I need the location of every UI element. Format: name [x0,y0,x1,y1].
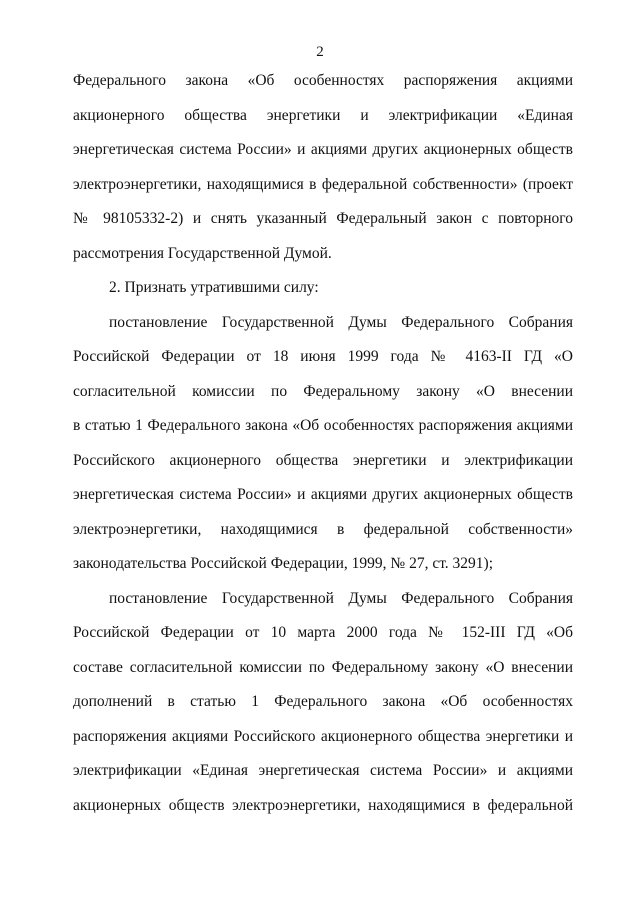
text-line: Российского акционерного общества энергетики и электрификации [73,451,573,469]
text-line: согласительной комиссии по Федеральному закону «О внесении [73,382,573,400]
text-line: № 98105332-2) и снять указанный Федеральный закон с повторного [73,210,573,227]
paragraph-resolution-2 [73,582,573,824]
paragraph-continuation [73,64,573,271]
text-line: энергетическая система России» и акциями других акционерных обществ [73,141,573,158]
page-number: 2 [316,44,324,60]
text-line: дополнений в статью 1 Федерального закона «Об особенностях [73,693,573,710]
document-body [73,64,573,823]
text-line: акционерных обществ электроэнергетики, находящимися в федеральной [73,796,573,814]
text-line: составе согласительной комиссии по Федеральному закону «О внесении [73,658,573,676]
text-line: электроэнергетики, находящимися в федеральной собственности» [73,520,573,538]
text-line: распоряжения акциями Российского акционерного общества энергетики и [73,727,573,745]
paragraph-resolution-1 [73,306,573,582]
paragraph-item-2 [73,271,573,306]
text-line: Российской Федерации от 10 марта 2000 года № 152-III ГД «Об [73,624,573,641]
text-line: рассмотрения Государственной Думой. [73,244,332,262]
text-line: акционерного общества энергетики и электрификации «Единая [73,106,573,124]
text-line: 2. Признать утратившими силу: [109,279,319,296]
text-line: Федерального закона «Об особенностях распоряжения акциями [73,72,573,89]
text-line: постановление Государственной Думы Федерального Собрания [109,313,573,331]
text-line: в статью 1 Федерального закона «Об особенностях распоряжения акциями [73,417,573,434]
text-line: законодательства Российской Федерации, 1999, № 27, ст. 3291); [73,555,494,572]
text-line: постановление Государственной Думы Федерального Собрания [109,589,573,607]
text-line: энергетическая система России» и акциями других акционерных обществ [73,486,573,503]
text-line: электрификации «Единая энергетическая система России» и акциями [73,762,573,779]
text-line: электроэнергетики, находящимися в федеральной собственности» (проект [73,175,573,193]
text-line: Российской Федерации от 18 июня 1999 года № 4163-II ГД «О [73,348,573,365]
